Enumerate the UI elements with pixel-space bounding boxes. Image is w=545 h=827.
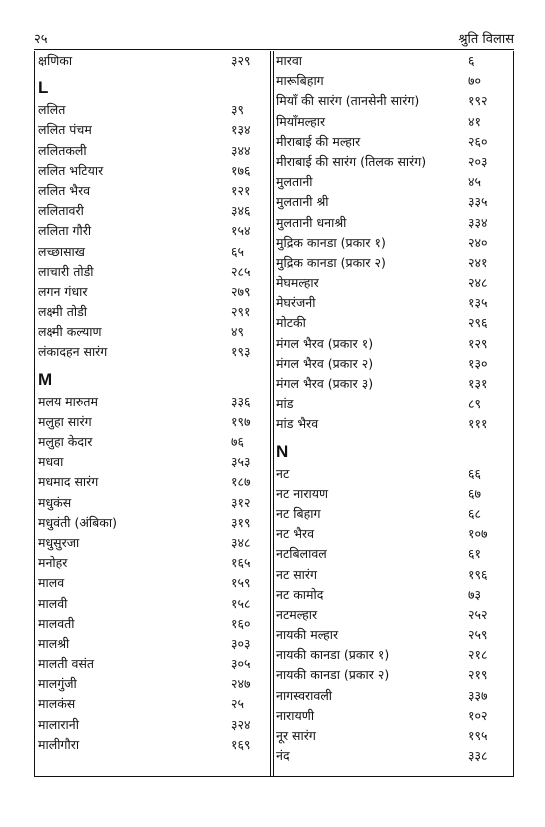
- raga-name: मुद्रिक कानडा (प्रकार १): [276, 234, 386, 250]
- page-ref: ७६: [231, 434, 245, 449]
- index-entry: [38, 634, 258, 654]
- page-ref: २०३: [468, 153, 488, 169]
- page-ref: २४०: [468, 234, 488, 250]
- raga-name: लक्ष्मी कल्याण: [38, 324, 102, 340]
- raga-name: मालती वसंत: [38, 656, 95, 672]
- index-entry: [276, 504, 494, 524]
- page-ref: २६०: [468, 133, 488, 149]
- raga-name: ललिता गौरी: [38, 223, 92, 239]
- index-entry: [276, 645, 494, 665]
- index-entry: [38, 201, 258, 221]
- index-entry: [276, 414, 494, 434]
- raga-name: मुलतानी धनाश्री: [276, 214, 347, 230]
- index-entry: [276, 273, 494, 293]
- raga-name: ललित भटियार: [38, 162, 104, 178]
- index-entry: [276, 112, 494, 132]
- page-ref: १९५: [468, 728, 488, 743]
- raga-name: मांड भैरव: [276, 416, 319, 432]
- raga-name: मधुसुरजा: [38, 534, 80, 550]
- page-ref: ४९: [231, 324, 245, 340]
- index-entry: [276, 293, 494, 313]
- raga-name: नटमल्हार: [276, 606, 318, 622]
- raga-name: नायकी कानडा (प्रकार १): [276, 647, 390, 663]
- raga-name: मालारानी: [38, 716, 79, 732]
- index-column-left: [38, 51, 258, 755]
- index-entry: [276, 746, 494, 766]
- raga-name: ललित पंचम: [38, 122, 92, 138]
- index-entry: [276, 544, 494, 564]
- index-entry: [276, 253, 494, 273]
- page-ref: २५९: [468, 627, 488, 643]
- raga-name: मारूबिहाग: [276, 73, 324, 89]
- page-ref: ३९: [231, 102, 245, 118]
- index-entry: [38, 100, 258, 120]
- index-entry: [276, 354, 494, 374]
- raga-name: नट कामोद: [276, 586, 324, 602]
- raga-name: मुलतानी: [276, 174, 313, 190]
- page-ref: ३३६: [231, 393, 251, 409]
- page-ref: ३४६: [231, 203, 251, 219]
- page-ref: १३४: [231, 122, 251, 138]
- index-entry: [38, 412, 258, 432]
- index-entry: [276, 565, 494, 585]
- page-ref: १८७: [231, 474, 251, 490]
- index-entry: [38, 161, 258, 181]
- page-ref: २९६: [468, 315, 488, 331]
- index-entry: [38, 493, 258, 513]
- page-ref: १७६: [231, 162, 251, 178]
- page-ref: ४५: [468, 174, 482, 190]
- page-ref: २७९: [231, 283, 251, 299]
- raga-name: मधमाद सारंग: [38, 474, 99, 490]
- raga-name: मधुवंती (अंबिका): [38, 514, 117, 530]
- raga-name: मालव: [38, 575, 65, 591]
- page-ref: ३४४: [231, 142, 251, 158]
- page-ref: १६०: [231, 615, 251, 631]
- raga-name: मेघरंजनी: [276, 295, 316, 311]
- raga-name: नट: [276, 465, 290, 481]
- page-ref: ६८: [468, 505, 482, 521]
- index-entry: [38, 221, 258, 241]
- raga-name: मोटकी: [276, 315, 306, 331]
- raga-name: लच्छासाख: [38, 243, 85, 259]
- page-ref: २९१: [231, 304, 251, 320]
- page-ref: ६६: [468, 465, 482, 481]
- raga-name: मीराबाई की सारंग (तिलक सारंग): [276, 153, 427, 169]
- page-ref: २१९: [468, 667, 488, 683]
- index-entry: [276, 726, 494, 746]
- index-entry: [38, 674, 258, 694]
- column-divider-left-line: [270, 51, 271, 777]
- index-column-right: [276, 51, 494, 766]
- page-ref: ३२९: [231, 53, 251, 68]
- index-entry: [38, 342, 258, 362]
- raga-name: ललितकली: [38, 142, 87, 158]
- raga-name: मियाँमल्हार: [276, 113, 326, 129]
- page-ref: ३३८: [468, 748, 488, 764]
- index-entry: [276, 585, 494, 605]
- index-entry: [38, 322, 258, 342]
- index-entry: [38, 302, 258, 322]
- book-title: श्रुति विलास: [458, 32, 514, 47]
- raga-name: नारायणी: [276, 707, 315, 723]
- index-entry: [276, 686, 494, 706]
- page-ref: १९६: [468, 566, 488, 582]
- index-entry: [276, 334, 494, 354]
- index-entry: [38, 282, 258, 302]
- index-entry: [38, 51, 258, 71]
- raga-name: मालकंस: [38, 696, 76, 712]
- index-entry: [38, 614, 258, 634]
- page-ref: ३१२: [231, 494, 251, 510]
- index-entry: [38, 181, 258, 201]
- page-ref: २४७: [231, 676, 251, 692]
- index-entry: [38, 594, 258, 614]
- index-entry: [276, 51, 494, 71]
- page-ref: १९३: [231, 344, 251, 360]
- raga-name: मंगल भैरव (प्रकार १): [276, 335, 374, 351]
- raga-name: मालीगौरा: [38, 736, 80, 752]
- raga-name: मांड: [276, 396, 294, 412]
- index-entry: [38, 262, 258, 282]
- page-ref: ४१: [468, 113, 482, 129]
- index-entry: [38, 533, 258, 553]
- raga-name: मुद्रिक कानडा (प्रकार २): [276, 254, 386, 270]
- index-entry: [38, 654, 258, 674]
- page-ref: ३४८: [231, 534, 251, 550]
- index-entry: [38, 553, 258, 573]
- raga-name: मेघमल्हार: [276, 275, 319, 291]
- page-header: [34, 29, 514, 49]
- page-ref: २८५: [231, 263, 251, 279]
- page-ref: १०२: [468, 707, 488, 723]
- raga-name: ललित भैरव: [38, 182, 91, 198]
- index-entry: [38, 715, 258, 735]
- index-entry: [276, 524, 494, 544]
- index-entry: [276, 71, 494, 91]
- index-entry: [276, 172, 494, 192]
- page-ref: १०७: [468, 526, 488, 542]
- page-ref: १६५: [231, 555, 251, 571]
- raga-name: नूर सारंग: [276, 728, 316, 743]
- raga-name: नट नारायण: [276, 485, 329, 501]
- index-entry: [38, 513, 258, 533]
- index-entry: [276, 464, 494, 484]
- raga-name: नायकी मल्हार: [276, 627, 339, 643]
- page-ref: १९२: [468, 93, 488, 109]
- raga-name: नटबिलावल: [276, 546, 327, 562]
- index-entry: [276, 625, 494, 645]
- index-entry: [276, 152, 494, 172]
- raga-name: नट सारंग: [276, 566, 318, 582]
- index-entry: [276, 91, 494, 111]
- index-entry: [276, 706, 494, 726]
- raga-name: मंगल भैरव (प्रकार ३): [276, 376, 374, 391]
- page-ref: ३५३: [231, 454, 251, 470]
- raga-name: नागस्वरावली: [276, 687, 333, 703]
- index-entry: [276, 605, 494, 625]
- page-ref: १६९: [231, 736, 251, 752]
- header-rule: [34, 49, 514, 50]
- page-ref: १९७: [231, 413, 251, 429]
- page-ref: २४८: [468, 275, 488, 291]
- page-ref: ६७: [468, 485, 482, 501]
- index-entry: [38, 432, 258, 452]
- page-ref: ३३४: [468, 214, 488, 230]
- index-entry: [38, 735, 258, 755]
- page-ref: १३१: [468, 376, 488, 391]
- raga-name: मालवी: [38, 595, 68, 611]
- raga-name: मुलतानी श्री: [276, 194, 329, 210]
- index-entry: [38, 472, 258, 492]
- raga-name: मनोहर: [38, 555, 68, 571]
- raga-name: मीराबाई की मल्हार: [276, 133, 361, 149]
- section-letter: L: [38, 78, 49, 98]
- index-entry: [276, 313, 494, 333]
- page-ref: ३०५: [231, 656, 251, 672]
- index-entry: [38, 694, 258, 714]
- raga-name: लंकादहन सारंग: [38, 344, 108, 360]
- raga-name: मलय मारुतम: [38, 393, 98, 409]
- index-entry: [38, 120, 258, 140]
- page-ref: १५४: [231, 223, 251, 239]
- column-divider-right-line: [273, 51, 274, 777]
- raga-name: नट बिहाग: [276, 505, 321, 521]
- page-ref: १२१: [231, 182, 251, 198]
- index-entry: [276, 394, 494, 414]
- page-ref: १५८: [231, 595, 251, 611]
- page-ref: २१८: [468, 647, 488, 663]
- raga-name: मालवती: [38, 615, 75, 631]
- page-ref: २५२: [468, 606, 488, 622]
- section-letter: N: [276, 441, 289, 461]
- page-ref: २४१: [468, 254, 488, 270]
- page-ref: ३२४: [231, 716, 251, 732]
- page-ref: ३३७: [468, 687, 488, 703]
- index-entry: [276, 213, 494, 233]
- index-entry: [276, 192, 494, 212]
- page-ref: ७०: [468, 73, 482, 89]
- page-ref: ६१: [468, 546, 482, 562]
- page-ref: ८९: [468, 396, 482, 412]
- index-entry: [38, 452, 258, 472]
- raga-name: लक्ष्मी तोडी: [38, 304, 88, 320]
- section-letter: M: [38, 369, 53, 389]
- raga-name: मंगल भैरव (प्रकार २): [276, 355, 374, 371]
- page-ref: १३०: [468, 355, 488, 371]
- raga-name: मालश्री: [38, 635, 70, 651]
- page-ref: १३५: [468, 295, 488, 311]
- page-ref: ३०३: [231, 635, 251, 651]
- raga-name: ललित: [38, 102, 66, 118]
- raga-name: मलुहा सारंग: [38, 413, 92, 429]
- page-ref: १५९: [231, 575, 251, 591]
- raga-name: नायकी कानडा (प्रकार २): [276, 667, 390, 683]
- raga-name: मधवा: [38, 454, 64, 470]
- index-entry: [276, 233, 494, 253]
- page-ref: ६: [468, 53, 475, 68]
- page-ref: ६५: [231, 243, 245, 259]
- index-entry: [38, 392, 258, 412]
- raga-name: लगन गंधार: [38, 283, 88, 299]
- page-ref: १११: [468, 416, 488, 432]
- index-entry: [38, 573, 258, 593]
- page-ref: २५: [231, 696, 245, 712]
- index-entry: [276, 484, 494, 504]
- raga-name: क्षणिका: [38, 53, 73, 68]
- page-ref: ७३: [468, 586, 482, 602]
- raga-name: मालगुंजी: [38, 676, 77, 692]
- index-entry: [38, 141, 258, 161]
- page-ref: ३३५: [468, 194, 488, 210]
- raga-name: नंद: [276, 748, 290, 764]
- raga-name: मारवा: [276, 53, 303, 68]
- raga-name: लाचारी तोडी: [38, 263, 94, 279]
- index-entry: [276, 374, 494, 394]
- page-ref: ३१९: [231, 514, 251, 530]
- page-ref: १२९: [468, 335, 488, 351]
- page-number: २५: [34, 32, 48, 47]
- raga-name: मियाँ की सारंग (तानसेनी सारंग): [276, 93, 420, 109]
- index-entry: [276, 665, 494, 685]
- raga-name: मधुकंस: [38, 494, 72, 510]
- index-entry: [38, 242, 258, 262]
- index-entry: [276, 132, 494, 152]
- raga-name: ललितावरी: [38, 203, 84, 219]
- raga-name: नट भैरव: [276, 526, 315, 542]
- raga-name: मलुहा केदार: [38, 434, 93, 449]
